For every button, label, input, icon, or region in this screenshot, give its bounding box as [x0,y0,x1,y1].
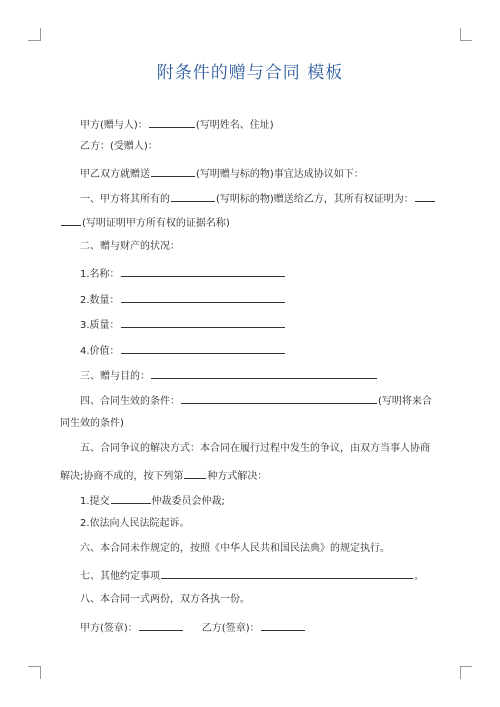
clause-4-blank [181,392,377,404]
clause-8-line [80,593,250,607]
item-value-line [80,342,286,359]
clause-4-continuation [60,417,124,431]
crop-mark-bottom-right-h [460,666,472,667]
item-quantity-blank [121,291,285,303]
item-value-blank [121,342,285,354]
crop-mark-bottom-right-v [460,666,461,679]
item-quality-line [80,316,286,333]
donee-line [80,140,158,154]
document-title: 附条件的赠与合同 模板 [156,63,344,83]
clause-1-blank-proof-cont [61,214,81,226]
party-a-signature-blank [139,619,183,631]
donor-hint: (写明姓名、住址) [195,120,274,131]
clause-1-text-start: 一、甲方将其所有的 [80,194,170,205]
crop-mark-top-right-v [460,28,461,41]
option-court-text: 2.依法向人民法院起诉。 [80,518,190,529]
item-name-blank [121,265,285,277]
clause-4-text-start: 四、合同生效的条件： [80,396,180,407]
item-name-line [80,265,286,282]
crop-mark-top-left-h [28,40,40,41]
item-quantity-line [80,291,286,308]
clause-2-heading [80,240,180,254]
crop-mark-bottom-left-v [40,666,41,679]
clause-5-blank [184,467,206,479]
clause-5-text: 五、合同争议的解决方式：本合同在履行过程中发生的争议，由双方当事人协商 [80,443,430,454]
clause-1-blank-object [171,190,215,202]
clause-3-text: 三、赠与目的： [80,371,150,382]
clause-1-hint: (写明证明甲方所有权的证据名称) [82,218,230,229]
agreement-text-end: (写明赠与标的物)事宜达成协议如下： [196,169,364,180]
crop-mark-top-right-h [460,40,472,41]
option-court-line [80,517,190,531]
clause-6-line [80,542,390,556]
clause-1-line [80,190,436,207]
crop-mark-top-left-v [40,28,41,41]
agreement-line [80,165,364,182]
clause-4-hint-cont: 同生效的条件) [60,418,124,429]
clause-5-text-end: 种方式解决： [207,471,268,482]
item-quality-label: 3.质量： [80,320,120,331]
signature-line [80,619,306,636]
clause-6-text: 六、本合同未作规定的，按照《中华人民共和国民法典》的规定执行。 [80,543,390,554]
clause-1-blank-proof [415,190,435,202]
party-a-signature-label: 甲方(签章)： [80,623,138,634]
donor-line [80,116,274,133]
option-arbitration-blank [111,492,151,504]
option-arbitration-start: 1.提交 [80,496,110,507]
clause-5-continuation [60,467,267,484]
donor-blank [149,116,195,128]
clause-3-blank [151,367,377,379]
option-arbitration-end: 仲裁委员会仲裁; [151,496,225,507]
item-quality-blank [121,316,285,328]
donor-label: 甲方(赠与人)： [80,120,148,131]
crop-mark-bottom-left-h [28,666,40,667]
clause-4-line [80,392,432,409]
party-b-signature-blank [261,619,305,631]
donee-label: 乙方：(受赠人)： [80,141,158,152]
clause-3-line [80,367,378,384]
item-value-label: 4.价值： [80,346,120,357]
party-b-signature-label: 乙方(签章)： [201,623,260,634]
clause-1-continuation [60,214,230,231]
agreement-blank [151,165,195,177]
item-quantity-label: 2.数量： [80,295,120,306]
option-arbitration-line [80,492,225,509]
clause-7-text: 七、其他约定事项 [80,571,160,582]
agreement-text-start: 甲乙双方就赠送 [80,169,150,180]
clause-8-text: 八、本合同一式两份，双方各执一份。 [80,594,250,605]
clause-5-line [80,442,430,456]
clause-7-period: 。 [414,571,424,582]
clause-1-text-end: (写明标的物)赠送给乙方，其所有权证明为： [216,194,414,205]
clause-2-text: 二、赠与财产的状况： [80,241,180,252]
clause-4-hint: (写明将来合 [378,396,432,407]
item-name-label: 1.名称： [80,269,120,280]
clause-7-line [80,567,424,584]
clause-5-text-start: 解决;协商不成的，按下列第 [60,471,184,482]
clause-7-blank [161,567,413,579]
